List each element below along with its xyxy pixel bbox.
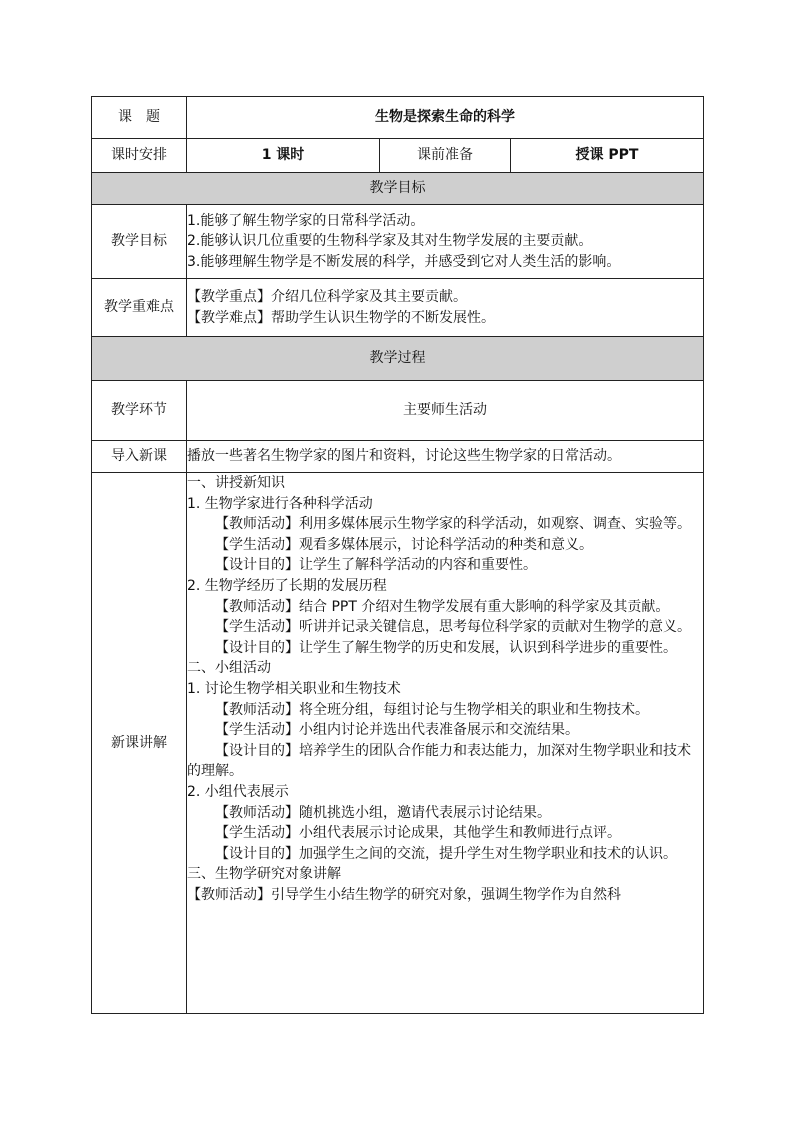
goal-item: 3.能够理解生物学是不断发展的科学，并感受到它对人类生活的影响。	[187, 253, 621, 270]
lecture-line: 【学生活动】观看多媒体展示，讨论科学活动的种类和意义。	[215, 536, 593, 553]
prep-value: 授课 PPT	[511, 139, 704, 173]
lecture-line: 【设计目的】加强学生之间的交流，提升学生对生物学职业和技术的认识。	[215, 845, 677, 862]
lecture-line: 2. 生物学经历了长期的发展历程	[187, 577, 387, 594]
lecture-lines	[187, 473, 703, 1013]
keypoints-label: 教学重难点	[92, 279, 187, 337]
lecture-line: 【设计目的】让学生了解科学活动的内容和重要性。	[215, 557, 537, 574]
process-band: 教学过程	[92, 337, 704, 381]
lecture-line: 二、小组活动	[187, 660, 271, 677]
intro-label: 导入新课	[92, 441, 187, 473]
lecture-content	[187, 473, 704, 1014]
stage-label: 教学环节	[92, 381, 187, 441]
lecture-line: 【学生活动】小组内讨论并选出代表准备展示和交流结果。	[215, 722, 579, 739]
lecture-line: 2. 小组代表展示	[187, 783, 289, 800]
lecture-line: 【教师活动】结合 PPT 介绍对生物学发展有重大影响的科学家及其贡献。	[215, 598, 670, 615]
lecture-line: 【教师活动】将全班分组，每组讨论与生物学相关的职业和生物技术。	[215, 701, 649, 718]
lecture-line: 1. 生物学家进行各种科学活动	[187, 495, 373, 512]
lecture-label: 新课讲解	[92, 473, 187, 1014]
lecture-row	[92, 473, 704, 1014]
stage-header-row	[92, 381, 704, 441]
keypoints-row	[92, 279, 704, 337]
prep-label: 课前准备	[380, 139, 511, 173]
goals-band-row	[92, 173, 704, 205]
goals-band: 教学目标	[92, 173, 704, 205]
intro-text: 播放一些著名生物学家的图片和资料，讨论这些生物学家的日常活动。	[187, 441, 704, 473]
lecture-line: 【学生活动】小组代表展示讨论成果，其他学生和教师进行点评。	[215, 825, 621, 842]
lecture-line: 1. 讨论生物学相关职业和生物技术	[187, 680, 401, 697]
schedule-hours: 1 课时	[187, 139, 380, 173]
goals-list	[187, 205, 704, 279]
goals-row	[92, 205, 704, 279]
lecture-line: 【教师活动】引导学生小结生物学的研究对象，强调生物学作为自然科	[187, 886, 621, 903]
key-point: 【教学重点】介绍几位科学家及其主要贡献。	[187, 288, 467, 305]
lesson-plan-table	[91, 96, 704, 1014]
lecture-line: 【学生活动】听讲并记录关键信息，思考每位科学家的贡献对生物学的意义。	[215, 619, 691, 636]
schedule-label: 课时安排	[92, 139, 187, 173]
title-row	[92, 97, 704, 139]
schedule-row	[92, 139, 704, 173]
goal-item: 1.能够了解生物学家的日常科学活动。	[187, 212, 425, 229]
lecture-line: 【教师活动】利用多媒体展示生物学家的科学活动，如观察、调查、实验等。	[215, 516, 691, 533]
lecture-line: 三、生物学研究对象讲解	[187, 866, 341, 883]
lesson-title: 生物是探索生命的科学	[187, 97, 704, 139]
title-label: 课 题	[92, 97, 187, 139]
process-band-row	[92, 337, 704, 381]
stage-activity-header: 主要师生活动	[187, 381, 704, 441]
intro-row	[92, 441, 704, 473]
lecture-line: 一、讲授新知识	[187, 475, 285, 491]
lecture-line: 【设计目的】让学生了解生物学的历史和发展，认识到科学进步的重要性。	[215, 639, 677, 656]
lesson-plan-sheet	[91, 96, 703, 1014]
keypoints-list	[187, 279, 704, 337]
goals-label: 教学目标	[92, 205, 187, 279]
goal-item: 2.能够认识几位重要的生物科学家及其对生物学发展的主要贡献。	[187, 233, 593, 250]
lecture-line: 【设计目的】培养学生的团队合作能力和表达能力，加深对生物学职业和技术的理解。	[187, 742, 691, 780]
lecture-line: 【教师活动】随机挑选小组，邀请代表展示讨论结果。	[215, 804, 551, 821]
difficult-point: 【教学难点】帮助学生认识生物学的不断发展性。	[187, 309, 495, 326]
